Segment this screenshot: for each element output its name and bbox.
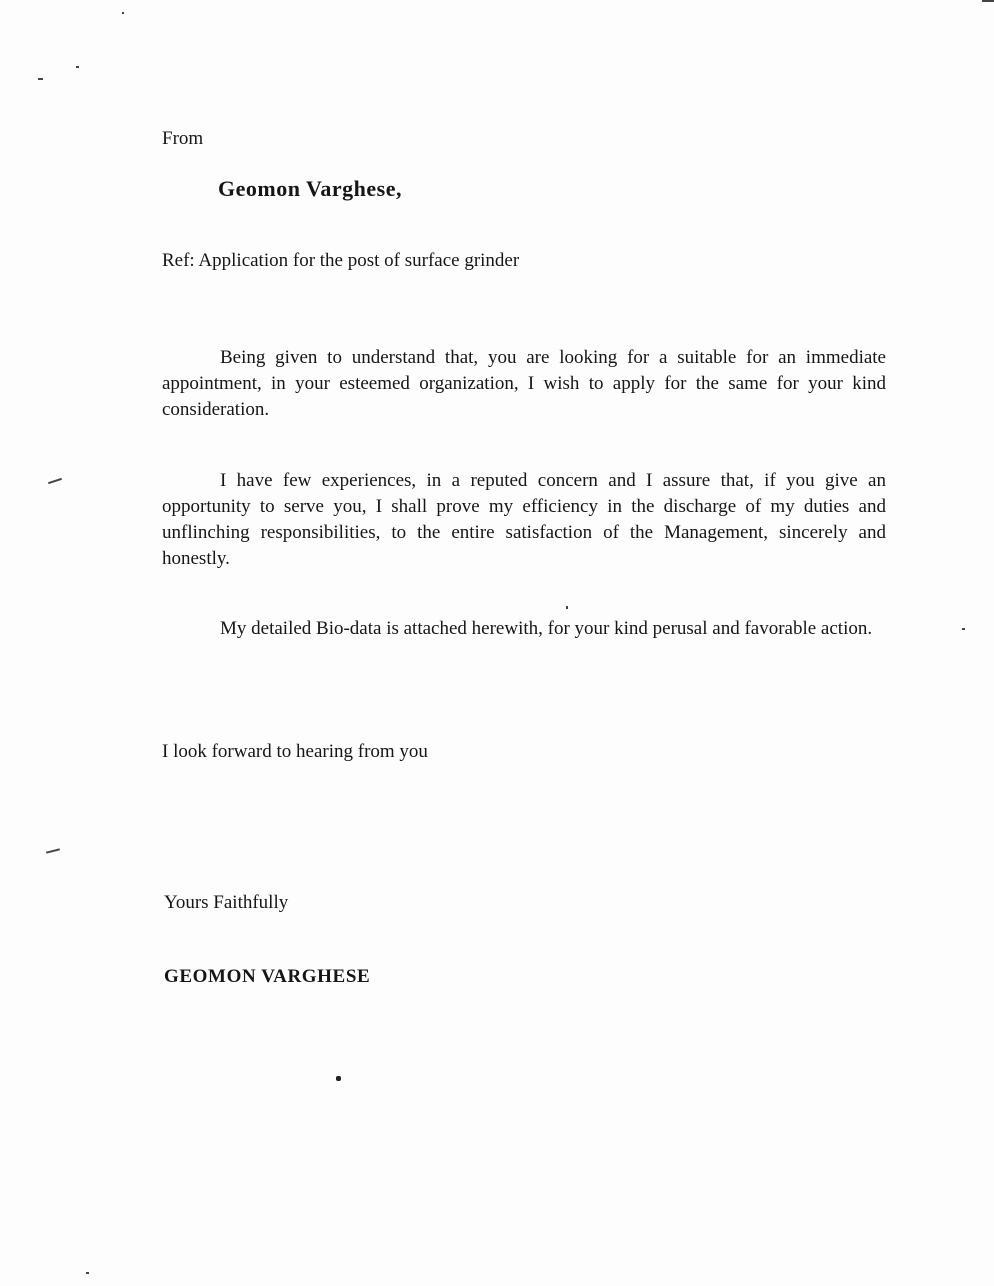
scan-speck [46, 848, 60, 853]
scan-speck [48, 478, 62, 484]
scan-speck [962, 628, 965, 630]
scan-speck [336, 1076, 341, 1081]
closing-line: I look forward to hearing from you [162, 741, 428, 762]
body-paragraph-3: My detailed Bio-data is attached herewith, for your kind perusal and favorable action. [220, 618, 873, 639]
sender-name: Geomon Varghese, [218, 176, 402, 201]
scan-speck [982, 0, 994, 2]
scan-speck [566, 606, 568, 609]
reference-line: Ref: Application for the post of surface grinder [162, 250, 520, 271]
signature-name: GEOMON VARGHESE [164, 966, 371, 987]
scan-speck [122, 12, 124, 14]
body-paragraph-2: I have few experiences, in a reputed concern and I assure that, if you give an opportunity to serve you, I shall prove my efficiency in the discharge of my duties and unflinching responsibilities, to the entire satisfaction of the Management, sincerely and honestly. [162, 470, 886, 569]
scan-speck [86, 1272, 89, 1274]
signoff: Yours Faithfully [164, 892, 289, 913]
from-label: From [162, 128, 204, 149]
scan-speck [38, 78, 43, 80]
scan-speck [76, 66, 79, 68]
body-paragraph-1: Being given to understand that, you are looking for a suitable for an immediate appointment, in your esteemed organization, I wish to apply for the same for your kind consideration. [162, 347, 886, 420]
